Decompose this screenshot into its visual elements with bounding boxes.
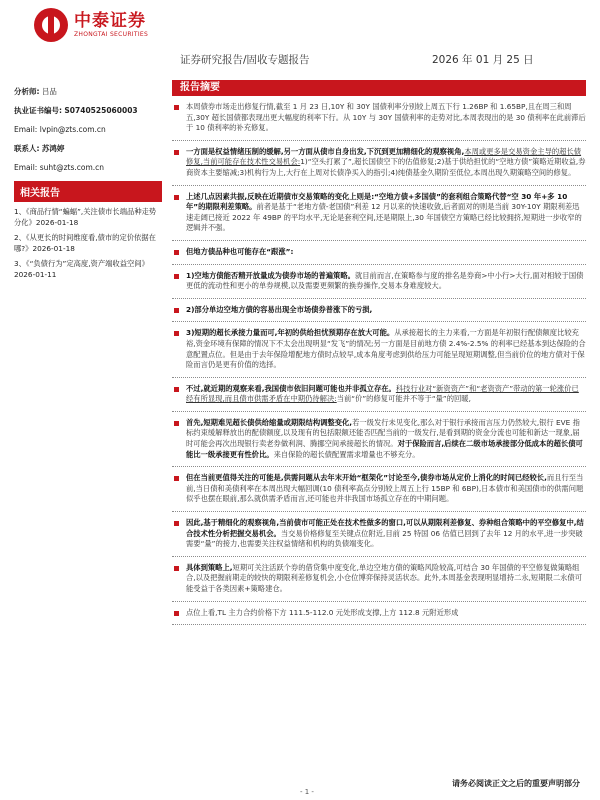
paragraph-text: 就目前而言,在策略参与度的排名是券商>中小行>大行,面对相较于国债更低的流动性和更小的单券规模,以及需要更频繁的换券操作,交易本身难度较大。 bbox=[186, 270, 584, 291]
footer bbox=[0, 776, 600, 800]
paragraph-bold: 上述几点因素共振,反映在近期债市交易策略的变化上则是:“空地方债+多国债”的套利组合策略代替“空 30 年+多 10 年”的期限利差策略。 bbox=[186, 191, 568, 212]
paragraph-text: 从承接超长的主力来看,一方面是年初银行配债额度比较充裕,资金环境有保障的情况下不太会出现明显“发飞”的情况;另一方面是目前地方债 2.4%-2.5% 的利率已经基本到达保险的合意配置点位。但是由于去年保险增配地方债时点较早,成本角度考虑到供给压力可能呈现短期调整,但当前价位的地方债对于保险而言仍是更有价值的选择。 bbox=[186, 328, 586, 370]
summary-paragraphs bbox=[172, 96, 586, 625]
logo-en: ZHONGTAI SECURITIES bbox=[74, 31, 149, 38]
paragraph-text: 短期可关注活跃个券的借贷集中度变化,单边空地方债的策略风险较高,可结合 30 年国债的平空修复做策略组合,以及把握前期走的较快的期限利差修复机会,小仓位博弈保持灵活状态。此外,本周基金表现明显增持二永,短期限二永债可能受益于各类因素+策略建仓。 bbox=[186, 562, 583, 593]
summary-paragraph bbox=[172, 322, 586, 377]
logo-mark-icon bbox=[34, 8, 68, 42]
contact-label: 联系人: bbox=[14, 144, 40, 153]
footer-disclaimer: 请务必阅读正文之后的重要声明部分 bbox=[452, 779, 580, 788]
cert-number: S0740525060003 bbox=[64, 106, 138, 115]
report-type: 证券研究报告/固收专题报告 bbox=[180, 54, 310, 66]
paragraph-bold: 2)部分单边空地方债的容易出现全市场债券普涨下的亏损, bbox=[186, 304, 373, 314]
email1-line bbox=[14, 124, 162, 135]
summary-paragraph bbox=[172, 467, 586, 512]
paragraph-bold: 但地方债品种也可能存在“跟涨”: bbox=[186, 246, 294, 256]
paragraph-text: 而且行至当前,当日债和美债利率在本周出现大幅回调(10 债利率高点分别较上周五上行 15BP 和 6BP),日本债市和美国债市的供需问题似乎也摆在眼前,那么就供需矛盾而言,还可能也并非我国市场孤立存在的中期问题。 bbox=[186, 473, 584, 504]
paragraph-bold: 1)空地方债能否精开放量成为债券市场的普遍策略。 bbox=[186, 270, 355, 280]
paragraph-text: 当交易价格修复至关键点位附近,目前 25 特国 06 估值已回到了去年 12 月的水平,进一步突破需要“量”的接力,也需要关注权益情绪和机构的负债端变化。 bbox=[186, 528, 583, 549]
paragraph-text: 前者是基于“老地方债-老国债”利差 12 月以来的快速收敛,后者面对的则是当前 30Y-10Y 期限利差迅速走阔已接近 2022 年 49BP 的平均水平,无论是套利空间,还是期限上,30 年国债空方策略已经比较拥挤,短期进一步收窄的逻辑并不强。 bbox=[186, 202, 582, 233]
analyst-label: 分析师: bbox=[14, 87, 40, 96]
analyst-line bbox=[14, 86, 162, 97]
analyst-name: 吕品 bbox=[41, 87, 57, 96]
summary-paragraph bbox=[172, 602, 586, 626]
paragraph-text2: 来自保险的超长债配置需求增量也不够充分。 bbox=[273, 449, 420, 459]
email2-line bbox=[14, 162, 162, 173]
related-reports-title: 相关报告 bbox=[14, 181, 162, 202]
paragraph-text: 本周债券市场走出修复行情,截至 1 月 23 日,10Y 和 30Y 国债利率分别较上周五下行 1.26BP 和 1.65BP,且在周三和周五,30Y 超长国债都表现出更大幅度的利率下行。从 10Y 与 30Y 国债利率的走势对比,本周表现出的是 30 债利率在此前滞后于 10 债利率的补充修复。 bbox=[186, 102, 586, 133]
paragraph-bold: 具体到策略上, bbox=[186, 562, 233, 572]
report-header bbox=[0, 0, 600, 80]
summary-paragraph bbox=[172, 265, 586, 299]
paragraph-text: 当前“价”的修复可能并不等于“量”的回暖, bbox=[336, 394, 471, 404]
page-number: - 1 - bbox=[300, 788, 314, 796]
summary-paragraph bbox=[172, 241, 586, 265]
contact-line bbox=[14, 143, 162, 154]
cert-label: 执业证书编号: bbox=[14, 106, 62, 115]
email2-link[interactable]: suht@zts.com.cn bbox=[39, 163, 105, 172]
summary-paragraph bbox=[172, 512, 586, 557]
paragraph-text: 若一级发行未见变化,那么对于银行承接而言压力仍然较大,银行 EVE 指标约束缓解释放出的配债额度,以及现有的包括限额还能否匹配当前的一级发行,是看到期的资金分流也可能和新达一现象,届时可能会再次出现银行卖老券做利润、腾挪空间承接超长的情况。 bbox=[186, 417, 580, 449]
related-report-2[interactable]: 2、《从更长的时间维度看,债市的定价依据在哪?》2026-01-18 bbox=[14, 233, 156, 253]
email1-link[interactable]: lvpin@zts.com.cn bbox=[39, 125, 106, 134]
related-report-3[interactable]: 3、《“负债行为”定高度,资产端收益空间》2026-01-11 bbox=[14, 259, 149, 279]
paragraph-bold: 但在当前更值得关注的可能是,供需问题从去年末开始“框架化”讨论至今,债券市场从定价上消化的时间已经较长, bbox=[186, 473, 547, 483]
summary-paragraph bbox=[172, 96, 586, 141]
related-report-1[interactable]: 1、《商品行情“蝙蝠”,关注债市长端品种走势分化》2026-01-18 bbox=[14, 207, 157, 227]
summary-paragraph bbox=[172, 557, 586, 602]
summary-paragraph bbox=[172, 412, 586, 467]
paragraph-bold2: 对于保险而言,后续在二级市场承接部分低成本的超长债可能比一级承接更有性价比。 bbox=[186, 439, 583, 459]
contact-name: 苏鸿婷 bbox=[41, 144, 65, 153]
report-date: 2026 年 01 月 25 日 bbox=[432, 54, 534, 66]
logo-cn: 中泰证券 bbox=[74, 11, 146, 31]
paragraph-text: 点位上看,TL 主力合约价格下方 111.5-112.0 元处形成支撑,上方 112.8 元附近形成 bbox=[186, 607, 459, 617]
summary-title: 报告摘要 bbox=[172, 80, 586, 96]
main-content bbox=[172, 80, 586, 625]
paragraph-underline: 本周或更多是交易资金主导的超长债修复,当前可能存在技术性交易机会: bbox=[186, 146, 582, 167]
paragraph-bold: 不过,就近期的观察来看,我国债市依旧问题可能也并非孤立存在。 bbox=[186, 383, 396, 393]
cert-line bbox=[14, 105, 162, 116]
paragraph-bold: 首先,短期难见超长债供给缩量或期限结构调整变化, bbox=[186, 417, 353, 427]
email2-label: Email: bbox=[14, 163, 38, 172]
summary-paragraph bbox=[172, 299, 586, 323]
company-logo bbox=[34, 8, 148, 42]
summary-paragraph bbox=[172, 141, 586, 186]
summary-paragraph bbox=[172, 186, 586, 241]
paragraph-underline: 科技行业对“新资资产”和“老资资产”带动的第一轮涨价已经有所显现,而且债市供需矛盾在中期仍待解决: bbox=[186, 383, 579, 404]
logo-text bbox=[74, 11, 148, 39]
summary-paragraph bbox=[172, 378, 586, 412]
paragraph-bold: 3)短期的超长承接力量而可,年初的供给担忧预期存在放大可能。 bbox=[186, 328, 395, 338]
paragraph-text: 1)“空头打累了”,超长国债空下的估值修复;2)基于供给担忧的“空地方债”策略近期收益,券商资本主要缩减;3)机构行为上,大行在上周对长债净买入的指引;4)纯债基金久期阶至低位,本周出现久期策略空间的修复。 bbox=[186, 157, 586, 177]
sidebar bbox=[14, 86, 162, 280]
email1-label: Email: bbox=[14, 125, 38, 134]
paragraph-bold: 一方面是权益情绪压制的缓解,另一方面从债市自身出发,下沉到更加精细化的观察视角, bbox=[186, 146, 465, 156]
paragraph-bold: 因此,基于精细化的观察视角,当前债市可能正处在技术性做多的窗口,可以从期限利差修复、券种组合策略中的平空修复中,结合技术性分析把握交易机会。 bbox=[186, 518, 584, 538]
